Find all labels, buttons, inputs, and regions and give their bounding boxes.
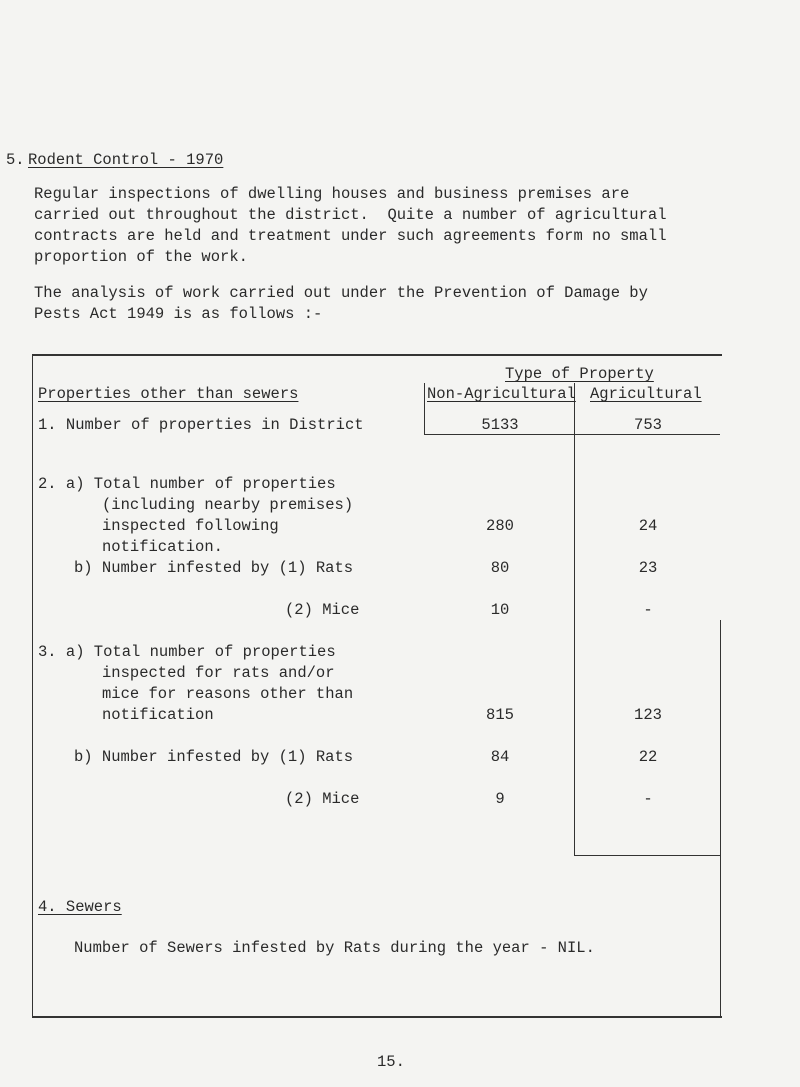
row-3a-agri: 123 bbox=[634, 706, 662, 724]
row-3a-line: 3. a) Total number of properties bbox=[38, 643, 336, 661]
row-1-nonagri: 5133 bbox=[481, 416, 519, 434]
table-right-border bbox=[720, 620, 721, 1016]
row-2a-line: notification. bbox=[102, 538, 223, 556]
row-3b-rats-agri: 22 bbox=[638, 748, 658, 766]
type-of-property-header: Type of Property bbox=[505, 365, 654, 383]
section-title: Rodent Control - 1970 bbox=[28, 151, 224, 169]
row-3a-line: inspected for rats and/or bbox=[102, 664, 335, 682]
intro-line: contracts are held and treatment under such agreements form no small bbox=[34, 227, 667, 245]
page-number: 15. bbox=[377, 1053, 405, 1071]
row-2b-rats-nonagri: 80 bbox=[490, 559, 510, 577]
row-3b-mice-nonagri: 9 bbox=[495, 790, 505, 808]
row-2a-line: 2. a) Total number of properties bbox=[38, 475, 336, 493]
row-2a-line: inspected following bbox=[102, 517, 279, 535]
row-3b-mice-label: (2) Mice bbox=[285, 790, 360, 808]
row-2b-rats-label: b) Number infested by (1) Rats bbox=[74, 559, 354, 577]
row-2b-mice-agri: - bbox=[643, 601, 653, 619]
intro-line: carried out throughout the district. Quite a number of agricultural bbox=[34, 206, 667, 224]
table-bottom-border bbox=[32, 1016, 722, 1018]
row-3a-nonagri: 815 bbox=[486, 706, 514, 724]
intro-line: proportion of the work. bbox=[34, 248, 248, 266]
sewers-text: Number of Sewers infested by Rats during the year - NIL. bbox=[74, 939, 595, 957]
row-2b-mice-nonagri: 10 bbox=[490, 601, 510, 619]
row-3b-rats-nonagri: 84 bbox=[490, 748, 510, 766]
row-2b-mice-label: (2) Mice bbox=[285, 601, 360, 619]
analysis-line: The analysis of work carried out under the Prevention of Damage by bbox=[34, 284, 648, 302]
row-1-agri: 753 bbox=[634, 416, 662, 434]
row-2a-nonagri: 280 bbox=[486, 517, 514, 535]
row-3a-line: mice for reasons other than bbox=[102, 685, 354, 703]
row-3a-line: notification bbox=[102, 706, 214, 724]
row-1-label: 1. Number of properties in District bbox=[38, 416, 364, 434]
sewers-heading: 4. Sewers bbox=[38, 898, 122, 916]
table-top-border bbox=[32, 354, 722, 356]
row-2b-rats-agri: 23 bbox=[638, 559, 658, 577]
analysis-line: Pests Act 1949 is as follows :- bbox=[34, 305, 323, 323]
properties-column-header: Properties other than sewers bbox=[38, 385, 299, 403]
row-2a-agri: 24 bbox=[638, 517, 658, 535]
non-agricultural-header: Non-Agricultural bbox=[427, 385, 576, 403]
section-number: 5. bbox=[6, 151, 25, 169]
row-2a-line: (including nearby premises) bbox=[102, 496, 354, 514]
intro-line: Regular inspections of dwelling houses and business premises are bbox=[34, 185, 630, 203]
table-left-border bbox=[32, 354, 33, 1018]
row-3b-mice-agri: - bbox=[643, 790, 653, 808]
row-3b-rats-label: b) Number infested by (1) Rats bbox=[74, 748, 354, 766]
data-bottom-line bbox=[574, 855, 720, 856]
agricultural-header: Agricultural bbox=[590, 385, 702, 403]
